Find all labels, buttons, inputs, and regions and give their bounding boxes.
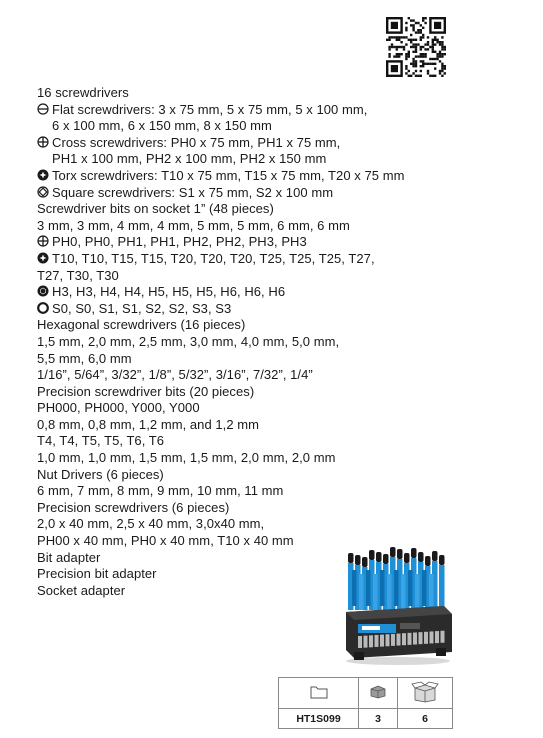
spec-line-text: Precision screwdrivers (6 pieces) (37, 499, 230, 515)
spec-line-text: 1,5 mm, 2,0 mm, 2,5 mm, 3,0 mm, 4,0 mm, 5,0 mm, (37, 333, 340, 349)
spec-line (37, 268, 477, 285)
spec-line (37, 185, 477, 202)
spec-line-text: Square screwdrivers: S1 x 75 mm, S2 x 100 mm (52, 184, 334, 200)
spec-line-text: T10, T10, T15, T15, T20, T20, T20, T25, T25, T25, T27, (52, 250, 375, 266)
spec-line-text: Socket adapter (37, 582, 126, 598)
folder-cell (279, 678, 359, 709)
spec-line-text: PH0, PH0, PH1, PH1, PH2, PH2, PH3, PH3 (52, 234, 307, 250)
spec-line-text: PH000, PH000, Y000, Y000 (37, 400, 200, 416)
spec-line (37, 284, 477, 301)
spec-line-text: 6 x 100 mm, 6 x 150 mm, 8 x 150 mm (52, 118, 272, 134)
square-bit-icon (37, 301, 52, 316)
packaging-table (278, 677, 453, 729)
spec-line (37, 367, 477, 384)
spec-line (37, 234, 477, 251)
spec-line (37, 500, 477, 517)
folder-icon (310, 685, 328, 699)
spec-line (37, 251, 477, 268)
phillips-icon (37, 135, 52, 150)
spec-line-text: Bit adapter (37, 549, 101, 565)
spec-line (37, 168, 477, 185)
spec-line (37, 483, 477, 500)
sku-value: HT1S099 (279, 709, 359, 729)
spec-line (37, 417, 477, 434)
spec-line-text: 2,0 x 40 mm, 2,5 x 40 mm, 3,0x40 mm, (37, 516, 265, 532)
spec-line-text: Torx screwdrivers: T10 x 75 mm, T15 x 75 mm, T20 x 75 mm (52, 167, 405, 183)
spec-line (37, 467, 477, 484)
qr-code-graphic (386, 17, 446, 77)
spec-line (37, 151, 477, 168)
inner-qty-value: 3 (359, 709, 398, 729)
spec-list (37, 85, 477, 599)
spec-line-text: H3, H3, H4, H4, H5, H5, H5, H6, H6, H6 (52, 284, 286, 300)
screwdriver-set-image (340, 540, 456, 666)
spec-line (37, 135, 477, 152)
spec-line-text: Screwdriver bits on socket 1” (48 pieces) (37, 201, 274, 217)
spec-line (37, 102, 477, 119)
spec-line-text: 0,8 mm, 0,8 mm, 1,2 mm, and 1,2 mm (37, 416, 260, 432)
spec-line-text: PH1 x 100 mm, PH2 x 100 mm, PH2 x 150 mm (52, 151, 327, 167)
spec-line-text: S0, S0, S1, S1, S2, S2, S3, S3 (52, 300, 232, 316)
spec-line-text: 3 mm, 3 mm, 4 mm, 4 mm, 5 mm, 5 mm, 6 mm, 6 mm (37, 217, 350, 233)
spec-line-text: 1,0 mm, 1,0 mm, 1,5 mm, 1,5 mm, 2,0 mm, 2,0 mm (37, 450, 336, 466)
spec-line-text: 1/16”, 5/64”, 3/32”, 1/8”, 5/32”, 3/16”, 7/32”, 1/4” (37, 367, 313, 383)
spec-line (37, 516, 477, 533)
spec-line (37, 201, 477, 218)
carton-cell (398, 678, 453, 709)
spec-line (37, 351, 477, 368)
spec-line (37, 384, 477, 401)
spec-line (37, 334, 477, 351)
torx-icon (37, 251, 52, 266)
hex-icon (37, 284, 52, 299)
spec-line (37, 400, 477, 417)
spec-line-text: T4, T4, T5, T5, T6, T6 (37, 433, 165, 449)
spec-line-text: Cross screwdrivers: PH0 x 75 mm, PH1 x 75 mm, (52, 134, 341, 150)
spec-line (37, 450, 477, 467)
carton-icon (411, 681, 439, 703)
square-drive-icon (37, 185, 52, 200)
spec-line-text: Precision screwdriver bits (20 pieces) (37, 383, 255, 399)
spec-line-text: Nut Drivers (6 pieces) (37, 466, 164, 482)
spec-line-text: T27, T30, T30 (37, 267, 119, 283)
box-cell (359, 678, 398, 709)
spec-line-text: Precision bit adapter (37, 566, 157, 582)
spec-line (37, 218, 477, 235)
spec-line-text: Hexagonal screwdrivers (16 pieces) (37, 317, 246, 333)
spec-line-text: 5,5 mm, 6,0 mm (37, 350, 132, 366)
spec-line-text: PH00 x 40 mm, PH0 x 40 mm, T10 x 40 mm (37, 533, 294, 549)
torx-icon (37, 168, 52, 183)
spec-line-text: 16 screwdrivers (37, 85, 129, 100)
spec-line (37, 317, 477, 334)
box-icon (369, 685, 387, 699)
spec-line (37, 433, 477, 450)
spec-line (37, 301, 477, 318)
spec-line (37, 85, 477, 102)
qr-code (386, 17, 446, 77)
spec-line-text: Flat screwdrivers: 3 x 75 mm, 5 x 75 mm, 5 x 100 mm, (52, 101, 368, 117)
phillips-icon (37, 234, 52, 249)
spec-line-text: 6 mm, 7 mm, 8 mm, 9 mm, 10 mm, 11 mm (37, 483, 284, 499)
slotted-icon (37, 102, 52, 117)
outer-qty-value: 6 (398, 709, 453, 729)
spec-line (37, 118, 477, 135)
product-photo (340, 540, 456, 666)
